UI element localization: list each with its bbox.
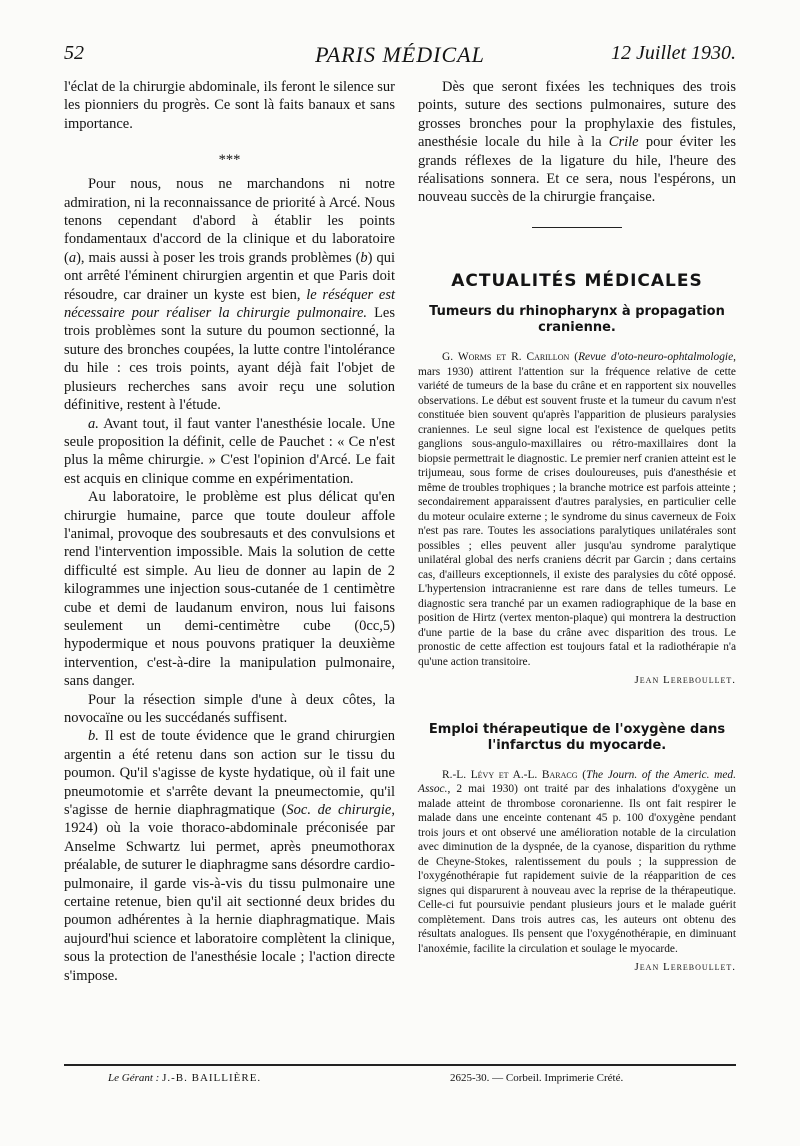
- left-column: [64, 78, 395, 985]
- paragraph: Pour la résection simple d'une à deux côtes, la novocaïne ou les succédanés suffisent.: [64, 691, 395, 726]
- article-body: G. Worms et R. Carillon (Revue d'oto-neuro-ophtalmologie, mars 1930) attirent l'attention sur la fréquence relative de cette variété de tumeurs de la base du crâne et en rapportent six nouvelles observations. Le début est souvent fruste et la tumeur du cavum n'est constituée bien souvent qu'après l'apparition de plusieurs paralysies craniennes. Le seul signe local est l'existence de quelques petits ganglions sous-angulo-maxillaires ou rétro-maxillaires dont la biopsie permettrait le diagnostic. Le premier nerf cranien atteint est le trijumeau, sous forme de crises douloureuses, puis d'anesthésie et même de troubles trophiques ; la branche motrice est parfois atteinte ; secondairement apparaissent d'autres paralysies, en particulier celle du moteur oculaire externe ; le syndrome du sinus caverneux de Foix n'est pas rare. Toutes les associations paralytiques unilatérales sont possibles ; elles peuvent aller jusqu'au syndrome paralytique unilatéral global des nerfs craniens décrit par Garcin ; dans certains cas, d'ailleurs exceptionnels, il existe des paralysies du côté opposé. L'hypertension intracranienne est rare dans de telles tumeurs. Le diagnostic sera tranché par un examen radiographique de la base en position de Hirtz (vertex menton-plaque) qui montrera la destruction d'une partie de la base du crâne avec disparition des trous. Le pronostic de cette affection est toujours fatal et la radiothérapie n'a qu'une action transitoire.: [418, 351, 736, 668]
- journal-title: PARIS MÉDICAL: [315, 42, 485, 67]
- article-signature: Jean Lereboullet.: [634, 961, 736, 974]
- page-number: 52: [64, 42, 84, 64]
- paragraph: a. Avant tout, il faut vanter l'anesthésie locale. Une seule proposition la définit, celle de Pauchet : « Ce n'est plus la même chirurgie. » C'est l'opinion d'Arcé. Le fait est acquis en clinique comme en expérimentation.: [64, 415, 395, 487]
- article-title: Emploi thérapeutique de l'oxygène dans l'infarctus du myocarde.: [428, 721, 726, 753]
- section-heading: ACTUALITÉS MÉDICALES: [451, 270, 703, 291]
- page-header: [64, 42, 736, 72]
- printer-line: 2625-30. — Corbeil. Imprimerie Crété.: [450, 1072, 624, 1084]
- footer-rule: [64, 1064, 736, 1066]
- gerant: Le Gérant : J.-B. BAILLIÈRE.: [108, 1072, 262, 1084]
- divider: [532, 227, 622, 228]
- paragraph: Pour nous, nous ne marchandons ni notre admiration, ni la reconnaissance de priorité à Arcé. Nous tenons cependant d'abord à établir les points fondamentaux d'accord de la clinique et du laboratoire (a), mais aussi à poser les trois grands problèmes (b) qui ont arrêté l'éminent chirurgien argentin et que Paris doit résoudre, car drainer un kyste est bien, le réséquer est nécessaire pour réaliser la chirurgie pulmonaire. Les trois problèmes sont la suture du poumon sectionné, la suture des bronches coupées, la lutte contre l'intolérance du hile : ces trois points, ayant déjà fait l'objet de plusieurs recherches sans avoir reçu une solution définitive, restent à l'étude.: [64, 176, 396, 414]
- paragraph: l'éclat de la chirurgie abdominale, ils feront le silence sur les pionniers du progrès. Ce sont là faits banaux et sans importance.: [64, 79, 395, 132]
- paragraph: Dès que seront fixées les techniques des trois points, suture des sections pulmonaires, suture des grosses bronches pour la prophylaxie des fistules, anesthésie locale du hile à la Crile pour éviter les grands réflexes de la ligature du hile, l'heure des réalisations sonnera. Et ce sera, nous l'espérons, un nouveau succès de la chirurgie française.: [418, 79, 737, 206]
- paragraph: Au laboratoire, le problème est plus délicat qu'en chirurgie humaine, parce que toute douleur affole l'animal, provoque des soubresauts et des convulsions et rend l'intervention impossible. Mais la solution de cette difficulté est simple. Au lieu de donner au lapin de 2 kilogrammes une injection sous-cutanée de 1 centimètre cube et demi de laudanum environ, nous lui faisons seulement un demi-centimètre cube (0cc,5) hypodermique et nous pouvons pratiquer la deuxième intervention, c'est-à-dire la manipulation pulmonaire, sans danger.: [64, 489, 395, 690]
- article-body: R.-L. Lévy et A.-L. Baracg (The Journ. of the Americ. med. Assoc., 2 mai 1930) ont traité par des inhalations d'oxygène un malade atteint de thrombose coronarienne. Ils ont fait respirer le malade dans une enceinte contenant 45 p. 100 d'oxygène pendant trois jours et ont observé une amélioration notable de la circulation avec diminution de la dyspnée, de la cyanose, disparition du rythme de Cheyne-Stokes, ralentissement du pouls ; la suppression de l'oxygénothérapie fut rapidement suivie de la réapparition de ces signes qui disparurent à nouveau avec la reprise de la thérapeutique. Celle-ci fut poursuivie pendant plusieurs jours et le malade guérit complètement. Dans trois autres cas, les auteurs ont obtenu des résultats analogues. Ils pensent que l'oxygénothérapie, en diminuant l'anoxémie, facilite la circulation et soulage le myocarde.: [418, 768, 736, 955]
- article-signature: Jean Lereboullet.: [634, 674, 736, 687]
- article-title: Tumeurs du rhinopharynx à propagation cranienne.: [429, 304, 725, 336]
- section-separator-stars: ***: [218, 152, 241, 169]
- paragraph: b. Il est de toute évidence que le grand chirurgien argentin a été retenu dans son action sur le tissu du poumon. Qu'il s'agisse de kyste hydatique, où il fait une pneumotomie et s'arrête devant la pneumectomie, qu'il s'agisse de hernie diaphragmatique (Soc. de chirurgie, 1924) où la voie thoraco-abdominale préconisée par Anselme Schwartz lui permet, après pneumothorax préalable, de suturer le diaphragme sans désordre cardio-pulmonaire, il garde vis-à-vis du tissu pulmonaire une certaine retenue, bien qu'il ait sectionné deux brides du poumon adhérentes à la hernie diaphragmatique. Mais aujourd'hui science et laboratoire complètent la clinique, sous la protection de l'anesthésie locale ; l'action directe s'impose.: [64, 728, 395, 984]
- issue-date: 12 Juillet 1930.: [611, 42, 736, 64]
- page-footer: [64, 1072, 736, 1092]
- right-column: [418, 78, 736, 977]
